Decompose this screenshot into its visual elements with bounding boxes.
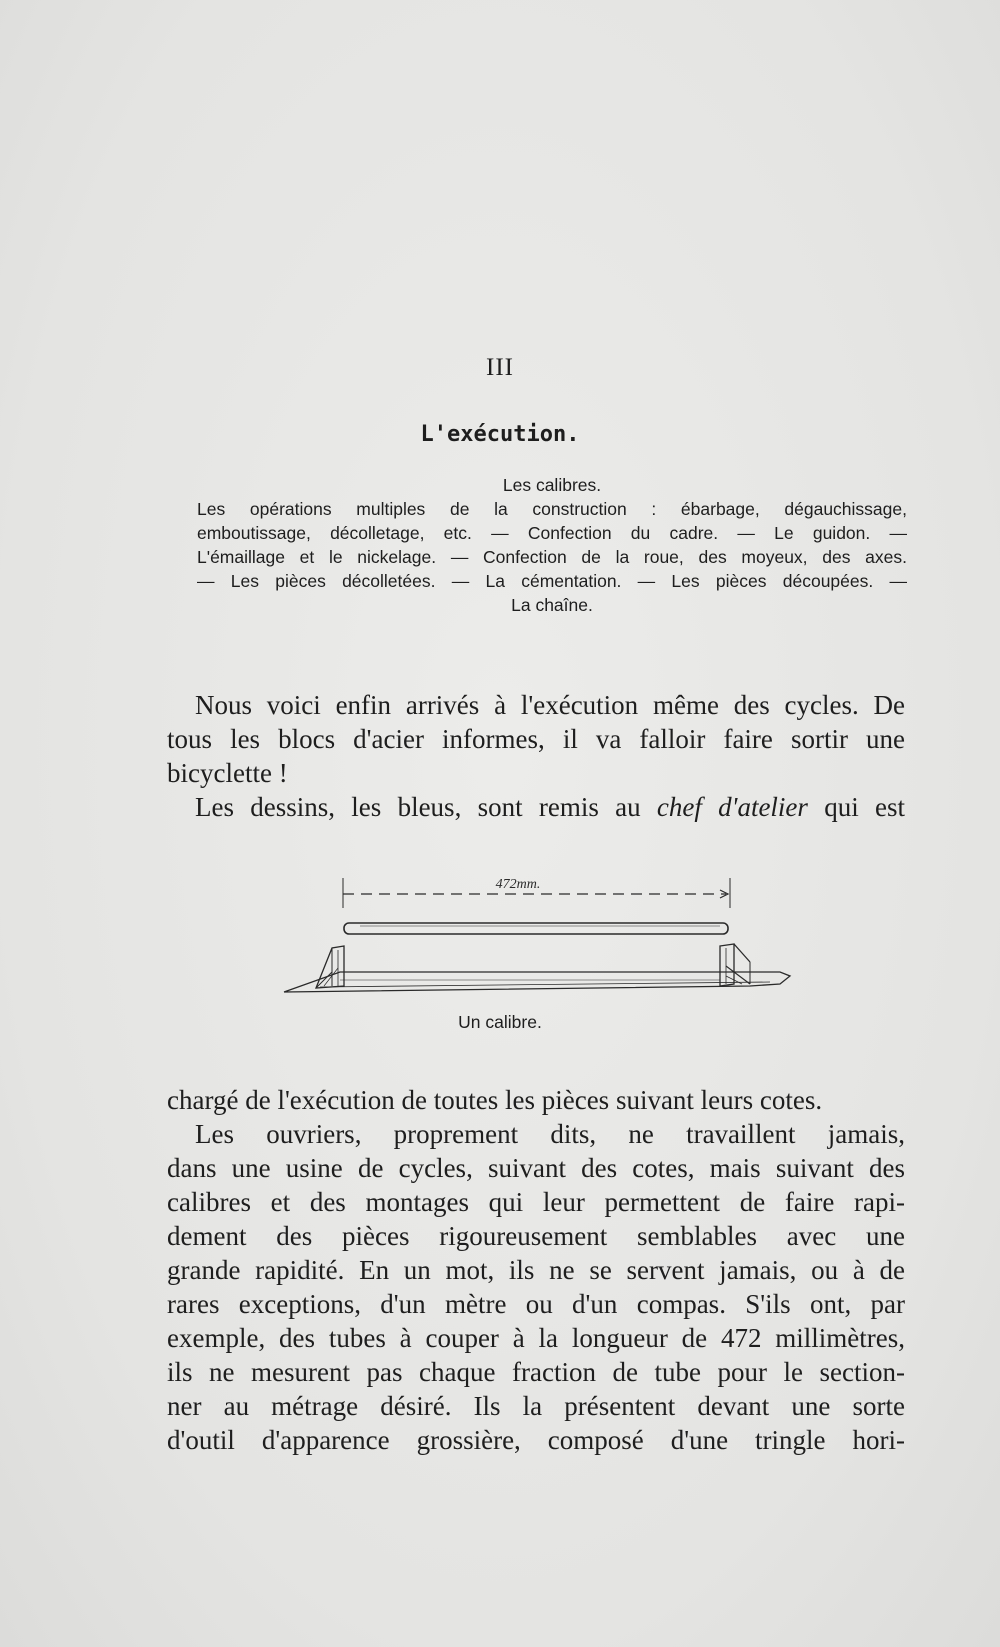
body-line (167, 790, 905, 824)
body-line: ner au métrage désiré. Ils la présentent devant une sorte (167, 1391, 905, 1421)
figure-caption: Un calibre. (458, 1012, 542, 1032)
body-line: d'outil d'apparence grossière, composé d'une tringle hori- (167, 1425, 905, 1455)
summary-line: Les calibres. (502, 475, 602, 495)
body-line: Nous voici enfin arrivés à l'exécution même des cycles. De (195, 690, 905, 720)
body-line: ils ne mesurent pas chaque fraction de tube pour le section- (167, 1357, 905, 1387)
dimension-label: 472mm. (495, 877, 541, 892)
body-line: dement des pièces rigoureusement semblables avec une (167, 1221, 905, 1251)
italic-term: chef d'atelier (656, 792, 808, 822)
body-line: tous les blocs d'acier informes, il va falloir faire sortir une (167, 724, 905, 754)
paragraph-intro (167, 688, 905, 824)
summary-line: La chaîne. (511, 595, 593, 615)
body-line: chargé de l'exécution de toutes les pièces suivant leurs cotes. (167, 1085, 823, 1115)
right-stop-block (720, 944, 750, 986)
chapter-title: L'exécution. (420, 422, 580, 447)
body-text-run: Les dessins, les bleus, sont remis au (195, 792, 657, 822)
body-line: Les ouvriers, proprement dits, ne travaillent jamais, (195, 1119, 905, 1149)
paragraph-continuation (167, 1083, 905, 1117)
calibre-figure (280, 868, 800, 1008)
body-line: exemple, des tubes à couper à la longueur de 472 millimètres, (167, 1323, 905, 1353)
body-line: calibres et des montages qui leur permettent de faire rapi- (167, 1187, 905, 1217)
body-line: dans une usine de cycles, suivant des cotes, mais suivant des (167, 1153, 905, 1183)
left-stop-block (316, 946, 344, 988)
chapter-number: III (486, 354, 514, 381)
body-line: rares exceptions, d'un mètre ou d'un compas. S'ils ont, par (167, 1289, 905, 1319)
body-text-run: qui est (807, 792, 905, 822)
summary-line: Les opérations multiples de la construction : ébarbage, dégauchissage, (197, 499, 907, 519)
body-line: grande rapidité. En un mot, ils ne se servent jamais, ou à de (167, 1255, 905, 1285)
body-line: bicyclette ! (167, 758, 288, 788)
summary-line: — Les pièces décolletées. — La cémentation. — Les pièces découpées. — (197, 571, 907, 591)
summary-line: L'émaillage et le nickelage. — Confection de la roue, des moyeux, des axes. (197, 547, 907, 567)
base-rail (284, 972, 790, 992)
summary-line: emboutissage, décolletage, etc. — Confection du cadre. — Le guidon. — (197, 523, 907, 543)
chapter-summary (197, 473, 907, 617)
tube-rod (344, 923, 728, 934)
paragraph-workers (167, 1117, 905, 1457)
